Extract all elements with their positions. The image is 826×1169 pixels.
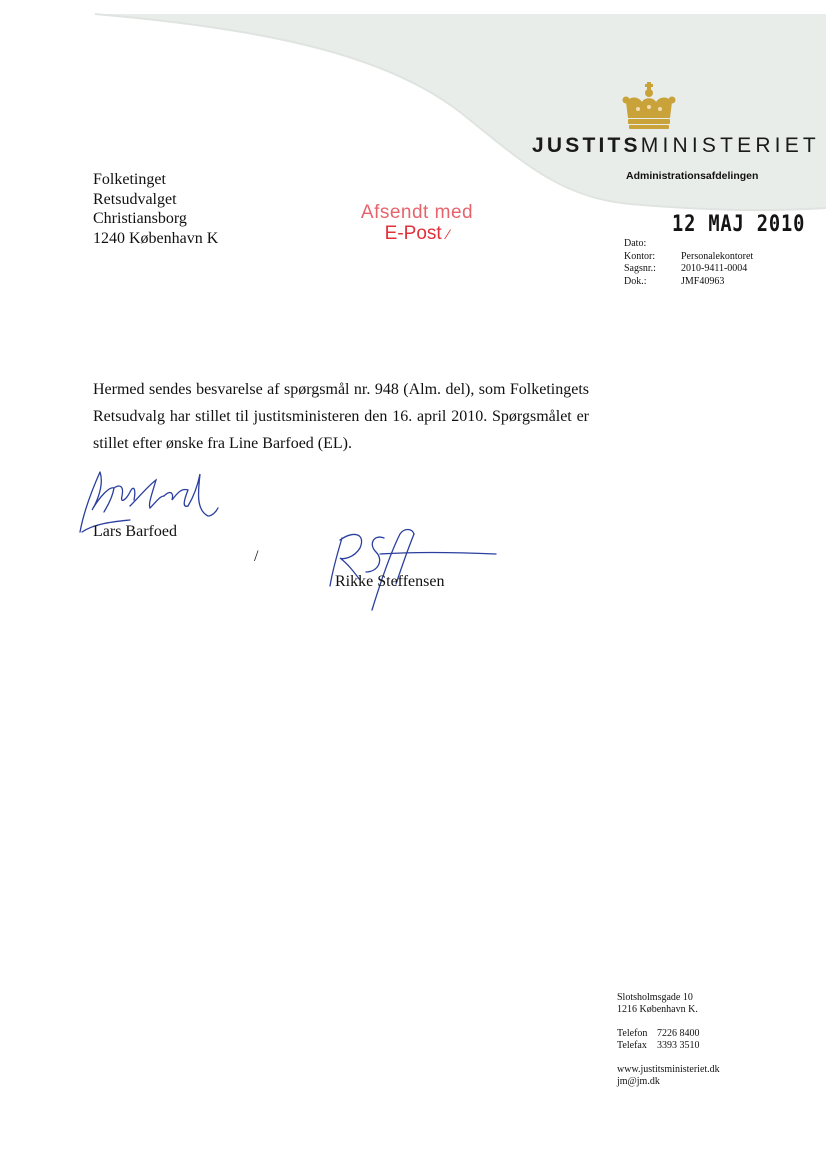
ministry-contact-footer xyxy=(617,992,720,1088)
ministry-logo-wordmark xyxy=(532,134,820,158)
signature-rikke-steffensen-icon xyxy=(320,524,500,616)
phone-row xyxy=(617,1028,720,1040)
stamp-line-1: Afsendt med xyxy=(360,202,474,223)
meta-label: Dato: xyxy=(624,238,647,249)
sent-via-email-stamp xyxy=(342,202,492,245)
stamp-line-2-text: E-Post xyxy=(384,223,442,244)
signer-2-name: Rikke Steffensen xyxy=(335,573,445,590)
recipient-line: Christiansborg xyxy=(93,210,187,227)
phone-label: Telefon xyxy=(617,1028,648,1039)
fax-row xyxy=(617,1040,720,1052)
signer-1-name: Lars Barfoed xyxy=(93,523,177,540)
email-link[interactable]: jm@jm.dk xyxy=(617,1076,660,1087)
letter-body xyxy=(93,376,589,457)
meta-label: Sagsnr.: xyxy=(624,263,656,274)
logo-bold-text: JUSTITS xyxy=(532,134,641,157)
meta-value: 2010-9411-0004 xyxy=(681,263,748,274)
signature-separator: / xyxy=(254,548,259,565)
address-line: 1216 København K. xyxy=(617,1004,698,1015)
date-stamp: 12 MAJ 2010 xyxy=(672,212,806,237)
meta-row xyxy=(624,238,753,251)
meta-label: Kontor: xyxy=(624,250,656,262)
meta-row xyxy=(624,251,753,264)
recipient-line: Retsudvalget xyxy=(93,190,177,208)
logo-light-text: MINISTERIET xyxy=(640,134,820,157)
meta-label: Dok.: xyxy=(624,275,647,287)
crown-logo-icon xyxy=(620,82,678,132)
department-name: Administrationsafdelingen xyxy=(626,170,759,182)
meta-value: Personalekontoret xyxy=(681,250,754,262)
meta-row xyxy=(624,276,753,289)
case-metadata xyxy=(624,238,753,288)
recipient-address xyxy=(93,170,218,248)
address-line: Slotsholmsgade 10 xyxy=(617,992,693,1003)
fax-number: 3393 3510 xyxy=(657,1040,700,1051)
meta-row xyxy=(624,263,753,276)
website-link[interactable]: www.justitsministeriet.dk xyxy=(617,1064,720,1075)
recipient-line: 1240 København K xyxy=(93,229,219,247)
recipient-line: Folketinget xyxy=(93,171,166,188)
body-paragraph: Hermed sendes besvarelse af spørgsmål nr. 948 (Alm. del), som Folketingets Retsudvalg har stillet til justitsministeren den 16. april 2010. Spørgsmålet er stillet efter ønske fra Line Barfoed (EL). xyxy=(93,381,589,452)
meta-value: JMF40963 xyxy=(681,275,725,287)
stamp-line-2 xyxy=(342,223,492,245)
check-mark-icon: ⁄ xyxy=(446,226,450,242)
phone-number: 7226 8400 xyxy=(657,1028,700,1039)
fax-label: Telefax xyxy=(617,1040,647,1051)
